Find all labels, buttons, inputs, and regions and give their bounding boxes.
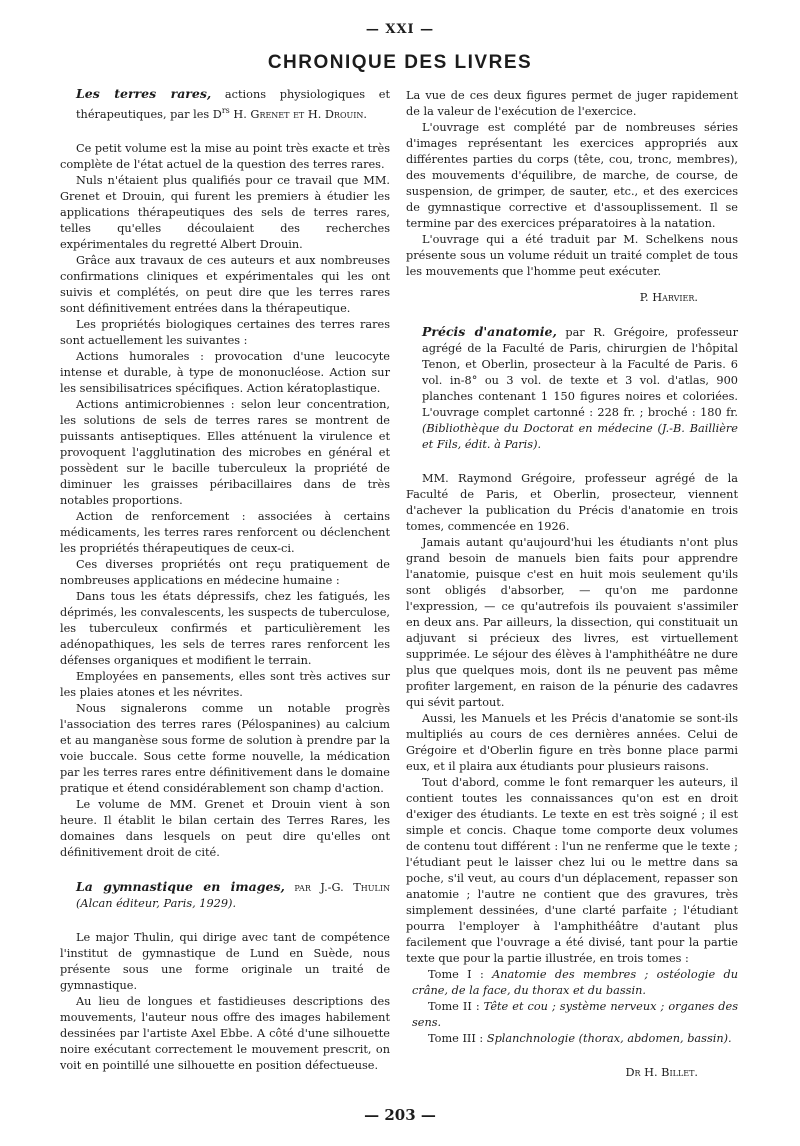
review3-collection: (Bibliothèque du Doctorat en médecine (J.-B. Baillière et Fils, édit. à Paris). <box>422 422 738 451</box>
review2-heading <box>60 879 390 912</box>
tome-content: Tête et cou ; système nerveux ; organes des sens. <box>412 1000 738 1029</box>
review1-authors: H. Grenet et H. Drouin. <box>229 107 368 121</box>
review1-paragraph: Le volume de MM. Grenet et Drouin vient à son heure. Il établit le bilan certain des Terres Rares, les domaines dans lesquels on peut dire qu'elles ont définitivement droit de cité. <box>60 797 390 859</box>
review1-paragraph: Actions antimicrobiennes : selon leur concentration, les solutions de sels de terres rares se montrent de puissants antiseptiques. Elles atténuent la virulence et provoquent l'agglutination des microbes en général et possèdent sur le bacille tuberculeux la propriété de diminuer les graisses péribacillaires dans de très notables proportions. <box>60 397 390 507</box>
review1-paragraph: Dans tous les états dépressifs, chez les fatigués, les déprimés, les convalescents, les suspects de tuberculose, les tuberculeux confirmés et particulièrement les adénopathiques, les sels de terres rares renforcent les défenses organiques et modifient le terrain. <box>60 589 390 667</box>
review1-paragraph: Ce petit volume est la mise au point très exacte et très complète de l'état actuel de la question des terres rares. <box>60 141 390 171</box>
review2-publisher: (Alcan éditeur, Paris, 1929). <box>76 896 237 910</box>
review3-paragraph: Aussi, les Manuels et les Précis d'anatomie se sont-ils multipliés au cours de ces dernières années. Celui de Grégoire et d'Oberlin figure en très bonne place parmi eux, et il plaira aux étudiants pour plusieurs raisons. <box>406 712 738 773</box>
tome-label: Tome I : <box>428 968 493 981</box>
review1-paragraph: Nous signalerons comme un notable progrès l'association des terres rares (Pélospanines) au calcium et au manganèse sous forme de solution à prendre par la voie buccale. Sous cette forme nouvelle, la médication par les terres rares entre définitivement dans le domaine pratique et étend considérablement son champ d'action. <box>60 701 390 795</box>
review2-continued: La vue de ces deux figures permet de juger rapidement de la valeur de l'exécution de l'exercice. <box>406 89 738 118</box>
review3-heading-details: par R. Grégoire, professeur agrégé de la Faculté de Paris, chirurgien de l'hôpital Tenon, et Oberlin, prosecteur à la Faculté de Paris. 6 vol. in-8° ou 3 vol. de texte et 3 vol. d'atlas, 900 planches contenant 1 150 figures noires et coloriées. L'ouvrage complet cartonné : 228 fr. ; broché : 180 fr. <box>422 326 738 419</box>
review3-signature: Dr H. Billet. <box>625 1066 698 1079</box>
review1-paragraph: Employées en pansements, elles sont très actives sur les plaies atones et les névrites. <box>60 669 390 699</box>
page-title: CHRONIQUE DES LIVRES <box>267 52 533 73</box>
review3-paragraph: Tout d'abord, comme le font remarquer les auteurs, il contient toutes les connaissances qu'on est en droit d'exiger des étudiants. Le texte en est très soigné ; il est simple et concis. Chaque tome comporte deux volumes de contenu tout différent : l'un ne renferme que le texte ; l'étudiant peut le laisser chez lui ou le mettre dans sa poche, s'il veut, au cours d'un déplacement, repasser son anatomie ; l'autre ne contient que des gravures, très simplement dessinées, d'une clarté parfaite ; l'étudiant pourra l'employer à l'amphithéâtre d'autant plus facilement que l'ouvrage a été divisé, tant pour la partie texte que pour la partie illustrée, en trois tomes : <box>406 776 738 965</box>
review1-drs-sup: rs <box>221 106 230 115</box>
review2-signature: P. Harvier. <box>639 291 698 304</box>
review3-heading <box>406 324 738 453</box>
review2-continued: L'ouvrage est complété par de nombreuses séries d'images représentant les exercices appropriés aux différentes parties du corps (tête, cou, tronc, membres), des mouvements d'équilibre, de marche, de course, de suspension, de grimper, de sauter, etc., et des exercices de gymnastique corrective et d'assouplissement. Il se termine par des exercices préparatoires à la natation. <box>406 121 738 230</box>
tome-item <box>406 1031 738 1047</box>
review2-continued: L'ouvrage qui a été traduit par M. Schelkens nous présente sous un volume réduit un traité complet de tous les mouvements que l'homme peut exécuter. <box>406 233 738 278</box>
tome-content: Anatomie des membres ; ostéologie du crâne, de la face, du thorax et du bassin. <box>412 968 738 997</box>
page-number: — 203 — <box>364 1106 436 1124</box>
review1-paragraph: Ces diverses propriétés ont reçu pratiquement de nombreuses applications en médecine humaine : <box>60 557 390 587</box>
right-column <box>406 88 738 1081</box>
roman-page-number: — XXI — <box>365 22 435 37</box>
review1-heading <box>60 86 390 123</box>
tome-content: Splanchnologie (thorax, abdomen, bassin). <box>486 1032 732 1045</box>
tome-item <box>406 999 738 1031</box>
review1-paragraph: Grâce aux travaux de ces auteurs et aux nombreuses confirmations cliniques et expérimentales qui les ont suivis et complétés, on peut dire que les terres rares sont définitivement entrées dans la thérapeutique. <box>60 253 390 315</box>
review2-paragraph: Le major Thulin, qui dirige avec tant de compétence l'institut de gymnastique de Lund en Suède, nous présente sous une forme originale un traité de gymnastique. <box>60 930 390 992</box>
review1-paragraph: Les propriétés biologiques certaines des terres rares sont actuellement les suivantes : <box>60 317 390 347</box>
review1-paragraph: Action de renforcement : associées à certains médicaments, les terres rares renforcent ou déclenchent les propriétés thérapeutiques de ceux-ci. <box>60 509 390 555</box>
review1-subtitle: actions physiologiques et thérapeutiques, par les D <box>76 88 391 121</box>
review3-paragraph: MM. Raymond Grégoire, professeur agrégé de la Faculté de Paris, et Oberlin, prosecteur, viennent d'achever la publication du Précis d'anatomie en trois tomes, commencée en 1926. <box>406 472 738 533</box>
review1-paragraph: Actions humorales : provocation d'une leucocyte intense et durable, à type de mononucléose. Action sur les sensibilisatrices spécifiques. Action kératoplastique. <box>60 349 390 395</box>
review2-author: par J.-G. Thulin <box>284 880 390 894</box>
review3-paragraph: Jamais autant qu'aujourd'hui les étudiants n'ont plus grand besoin de manuels bien faits pour apprendre l'anatomie, puisque c'est en huit mois seulement qu'ils sont obligés d'absorber, — qu'on me pardonne l'expression, — ce qu'autrefois ils pouvaient s'assimiler en deux ans. Par ailleurs, la dissection, qui constituait un adjuvant si précieux des livres, est virtuellement supprimée. Le séjour des élèves à l'amphithéâtre ne dure plus que quelques mois, dont ils ne peuvent pas même profiter largement, en raison de la pénurie des cadavres qui sévit partout. <box>406 536 738 709</box>
review1-book-title: Les terres rares, <box>76 86 212 101</box>
review2-paragraph: Au lieu de longues et fastidieuses descriptions des mouvements, l'auteur nous offre des images habilement dessinées par l'artiste Axel Ebbe. A côté d'une silhouette noire exécutant correctement le mouvement prescrit, on voit en pointillé une silhouette en position défectueuse. <box>60 994 390 1072</box>
review1-paragraph: Nuls n'étaient plus qualifiés pour ce travail que MM. Grenet et Drouin, qui furent les premiers à étudier les applications thérapeutiques des sels de terres rares, telles qu'elles découlaient des recherches expérimentales du regretté Albert Drouin. <box>60 173 390 251</box>
tome-label: Tome III : <box>428 1032 487 1045</box>
review3-book-title: Précis d'anatomie, <box>422 324 557 339</box>
tome-label: Tome II : <box>428 1000 484 1013</box>
review2-book-title: La gymnastique en images, <box>76 878 285 894</box>
left-column <box>60 86 390 1074</box>
tome-item <box>406 967 738 999</box>
